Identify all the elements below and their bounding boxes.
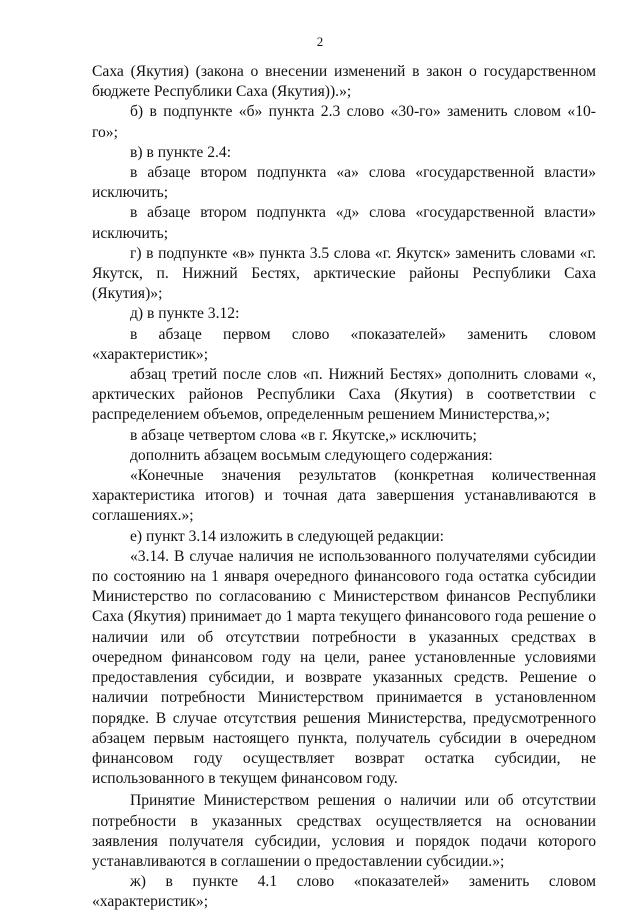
page-number: 2: [316, 34, 324, 49]
paragraph-12: «Конечные значения результатов (конкретная количественная характеристика итогов) и точная дата завершения устанавливаются в соглашениях.»;: [92, 467, 596, 525]
paragraph-8: в абзаце первом слово «показателей» заменить словом «характеристик»;: [92, 325, 596, 363]
paragraph-2: б) в подпункте «б» пункта 2.3 слово «30-го» заменить словом «10-го»;: [92, 103, 596, 141]
paragraph-5: в абзаце втором подпункта «д» слова «государственной власти» исключить;: [92, 204, 596, 242]
paragraph-14: «3.14. В случае наличия не использованного получателями субсидии по состоянию на 1 января очередного финансового года остатка субсидии Министерство по согласованию с Министерством финансов Республики Саха (Якутия) принимает до 1 марта текущего финансового года решение о наличии или об отсутствии потребности в указанных средствах в очередном финансовом году на цели, ранее установленные условиями предоставления субсидии, и возврате указанных средств. Решение о наличии потребности Министерством принимается в установленном порядке. В случае отсутствия решения Министерства, предусмотренного абзацем первым настоящего пункта, получатель субсидии в очередном финансовом году осуществляет возврат остатка субсидии, не использованного в текущем финансовом году.: [92, 547, 596, 788]
document-body: [92, 62, 596, 913]
paragraph-7: д) в пункте 3.12:: [130, 305, 240, 323]
paragraph-4: в абзаце втором подпункта «а» слова «государственной власти» исключить;: [92, 164, 596, 202]
paragraph-16: ж) в пункте 4.1 слово «показателей» заменить словом «характеристик»;: [92, 873, 596, 911]
paragraph-11: дополнить абзацем восьмым следующего содержания:: [130, 446, 493, 464]
paragraph-1: Саха (Якутия) (закона о внесении изменений в закон о государственном бюджете Республики Саха (Якутия)).»;: [92, 63, 596, 101]
paragraph-6: г) в подпункте «в» пункта 3.5 слова «г. Якутск» заменить словами «г. Якутск, п. Нижний Бестях, арктические районы Республики Саха (Якутия)»;: [92, 244, 596, 303]
paragraph-13: е) пункт 3.14 изложить в следующей редакции:: [130, 527, 444, 545]
paragraph-9: абзац третий после слов «п. Нижний Бестях» дополнить словами «, арктических районов Республики Саха (Якутия) в соответствии с распределением объемов, определенным решением Министерства,»;: [92, 366, 596, 424]
paragraph-15: Принятие Министерством решения о наличии или об отсутствии потребности в указанных средствах осуществляется на основании заявления получателя субсидии, условия и порядок подачи которого устанавливаются в соглашении о предоставлении субсидии.»;: [92, 792, 596, 870]
paragraph-10: в абзаце четвертом слова «в г. Якутске,» исключить;: [130, 426, 477, 444]
paragraph-3: в) в пункте 2.4:: [130, 143, 232, 161]
